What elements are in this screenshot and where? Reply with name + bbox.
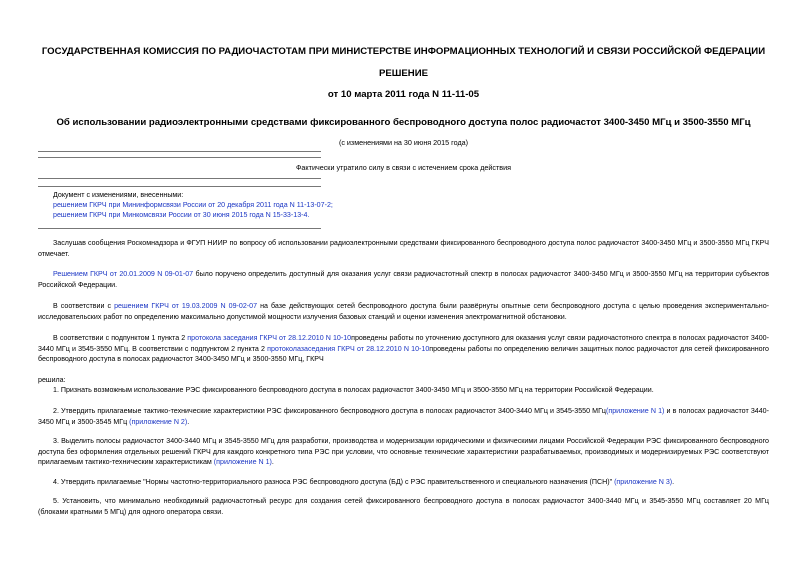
decided-label: решила: — [38, 376, 66, 384]
document-type: РЕШЕНИЕ — [378, 68, 429, 79]
appendix-link[interactable]: (приложение N 3) — [614, 478, 673, 486]
paragraph: В соответствии с подпунктом 1 пункта 2 протокола заседания ГКРЧ от 28.12.2010 N 10-10проведены работы по уточнению доступного для оказания услуг связи радиочастотного спектра в полосах радиочастот 3400-3440 МГц и 3545-3550 МГц. В соответствии с подпунктом 2 пункта 2 протоколазаседания ГКРЧ от 28.12.2010 N 10-10проведены работы по определению величин защитных полос радиочастот для сетей фиксированного беспроводного доступа в полосах радиочастот 3400-3450 МГц и 3500-3550 МГц, ГКРЧ — [38, 334, 769, 363]
paragraph: Заслушав сообщения Роскомнадзора и ФГУП НИИР по вопросу об использовании радиоэлектронными средствами фиксированного беспроводного доступа полос радиочастот 3400-3450 МГц и 3500-3550 МГц ГКРЧ отмечает. — [38, 239, 769, 258]
paragraph: Решением ГКРЧ от 20.01.2009 N 09-01-07 было поручено определить доступный для оказания услуг связи радиочастотный спектр в полосах радиочастот 3400-3450 МГц и 3500-3550 МГц на территории субъектов Российской Федерации. — [38, 270, 769, 289]
issuing-authority: ГОСУДАРСТВЕННАЯ КОМИССИЯ ПО РАДИОЧАСТОТАМ ПРИ МИНИСТЕРСТВЕ ИНФОРМАЦИОННЫХ ТЕХНОЛОГИЙ И СВЯЗИ РОССИЙСКОЙ ФЕДЕРАЦИИ — [41, 46, 766, 57]
divider — [38, 157, 321, 158]
divider — [38, 228, 321, 229]
appendix-link[interactable]: (приложение N 1) — [213, 458, 272, 466]
protocol-link[interactable]: протокола заседания ГКРЧ от 28.12.2010 N 10-10 — [187, 334, 352, 342]
divider — [38, 151, 321, 152]
changes-intro: Документ с изменениями, внесенными: — [53, 191, 184, 199]
amendment-link-2015[interactable]: решением ГКРЧ при Минкомсвязи России от 30 июня 2015 года N 15-33-13-4. — [53, 211, 310, 219]
amendments-note: (с изменениями на 30 июня 2015 года) — [338, 138, 469, 147]
decision-item: 1. Признать возможным использование РЭС фиксированного беспроводного доступа в полосах радиочастот 3400-3450 МГц и 3500-3550 МГц на территории Российской Федерации. — [53, 386, 654, 394]
decision-item: 3. Выделить полосы радиочастот 3400-3440 МГц и 3545-3550 МГц для разработки, производства и модернизации юридическими и физическими лицами Российской Федерации РЭС фиксированного беспроводного доступа без оформления отдельных решений ГКРЧ для каждого конкретного типа РЭС при условии, что основные технические характеристики разрабатываемых, производимых и модернизируемых РЭС соответствуют прилагаемым тактико-техническим характеристикам (приложение N 1). — [38, 437, 769, 466]
appendix-link[interactable]: (приложение N 2) — [129, 417, 188, 426]
amendment-link-2011[interactable]: решением ГКРЧ при Мининформсвязи России от 20 декабря 2011 года N 11-13-07-2; — [53, 201, 333, 209]
divider — [38, 186, 321, 187]
divider — [38, 178, 321, 179]
decision-item: 5. Установить, что минимально необходимый радиочастотный ресурс для создания сетей фиксированного беспроводного доступа в полосах радиочастот 3400-3440 МГц и 3545-3550 МГц составляет 20 МГц (блоками кратными 5 МГц) для одного оператора связи. — [38, 497, 769, 516]
decision-link[interactable]: решением ГКРЧ от 19.03.2009 N 09-02-07 — [114, 302, 258, 310]
decision-item: 2. Утвердить прилагаемые тактико-технические характеристики РЭС фиксированного беспроводного доступа в полосах радиочастот 3400-3440 МГц и 3545-3550 МГц(приложение N 1) и в полосах радиочастот 3440-3450 МГц и 3500-3545 МГц (приложение N 2). — [38, 407, 769, 426]
protocol-link[interactable]: протоколазаседания ГКРЧ от 28.12.2010 N 10-10 — [267, 344, 430, 353]
appendix-link[interactable]: (приложение N 1) — [606, 407, 665, 415]
date-and-number: от 10 марта 2011 года N 11-11-05 — [327, 89, 480, 100]
decision-item: 4. Утвердить прилагаемые "Нормы частотно-территориального разноса РЭС беспроводного доступа (БД) с РЭС правительственного и специального назначения (ПСН)" (приложение N 3). — [53, 478, 675, 486]
decision-link[interactable]: Решением ГКРЧ от 20.01.2009 N 09-01-07 — [53, 270, 194, 278]
status-notice: Фактически утратило силу в связи с истечением срока действия — [295, 163, 512, 172]
document-title: Об использовании радиоэлектронными средствами фиксированного беспроводного доступа полос радиочастот 3400-3450 МГц и 3500-3550 МГц — [56, 117, 751, 128]
paragraph: В соответствии с решением ГКРЧ от 19.03.2009 N 09-02-07 на базе действующих сетей беспроводного доступа были развёрнуты опытные сети беспроводного доступа с целью проведения экспериментально-исследовательских работ по определению максимально допустимой мощности излучения базовых станций и оценки изменения электромагнитной обстановки. — [38, 302, 770, 321]
